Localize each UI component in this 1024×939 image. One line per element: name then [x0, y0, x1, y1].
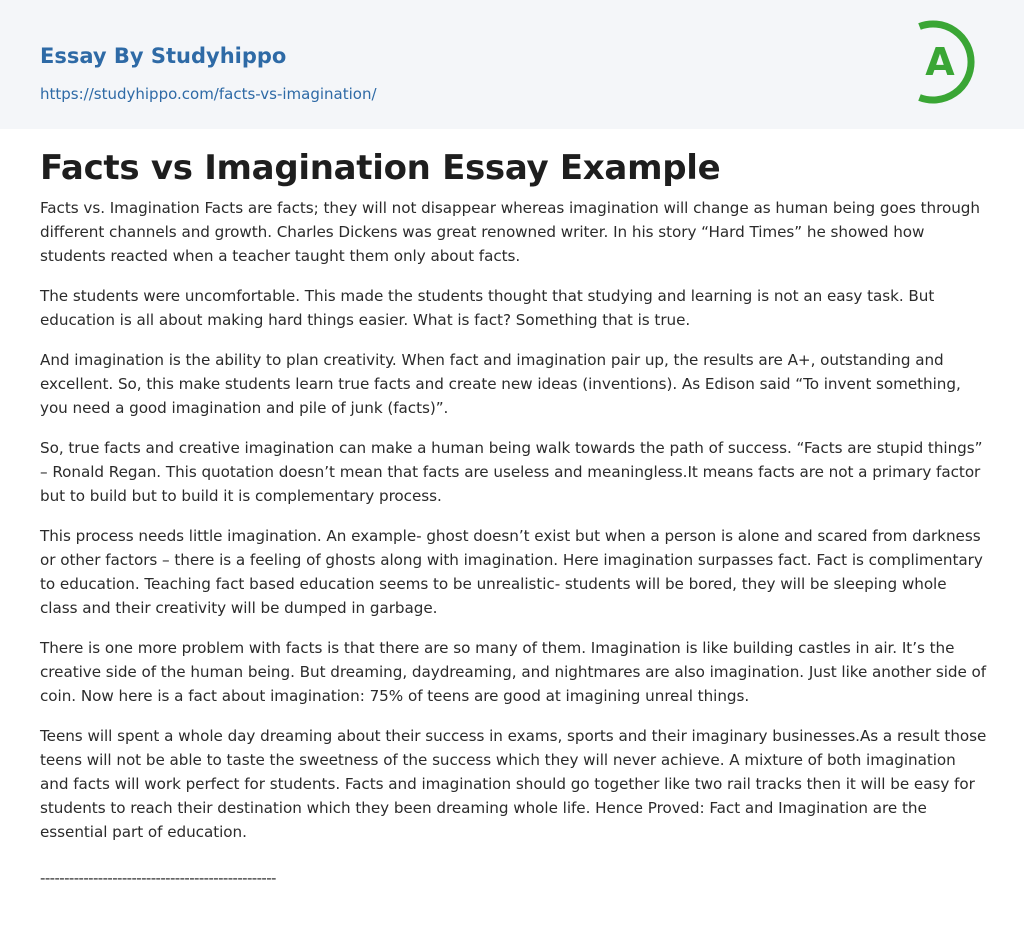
- paragraph: The students were uncomfortable. This made the students thought that studying and learning is not an easy task. But education is all about making hard things easier. What is fact? Something that is true.: [40, 287, 935, 329]
- page-title: Facts vs Imagination Essay Example: [40, 148, 721, 188]
- dashed-divider: -------------------------------------------------: [40, 869, 276, 887]
- paragraph: So, true facts and creative imagination can make a human being walk towards the path of success. “Facts are stupid things” – Ronald Regan. This quotation doesn’t mean that facts are useless and meaningless.It means facts are not a primary factor but to build but to build it is complementary process.: [40, 439, 983, 505]
- paragraph: This process needs little imagination. An example- ghost doesn’t exist but when a person is alone and scared from darkness or other factors – there is a feeling of ghosts along with imagination. Here imagination surpasses fact. Fact is complimentary to education. Teaching fact based education seems to be unrealistic- students will be bored, they will be sleeping whole class and their creativity will be dumped in garbage.: [40, 527, 983, 617]
- site-brand[interactable]: Essay By Studyhippo: [40, 44, 287, 68]
- paragraph: And imagination is the ability to plan creativity. When fact and imagination pair up, the results are A+, outstanding and excellent. So, this make students learn true facts and create new ideas (inventions). As Edison said “To invent something, you need a good imagination and pile of junk (facts)”.: [40, 351, 961, 417]
- paragraph: Teens will spent a whole day dreaming about their success in exams, sports and their imaginary businesses.As a result those teens will not be able to taste the sweetness of the success which they will never achieve. A mixture of both imagination and facts will work perfect for students. Facts and imagination should go together like two rail tracks then it will be easy for students to reach their destination which they been dreaming whole life. Hence Proved: Fact and Imagination are the essential part of education.: [40, 727, 987, 841]
- essay-url-link[interactable]: https://studyhippo.com/facts-vs-imagination/: [40, 85, 377, 103]
- paragraph: There is one more problem with facts is that there are so many of them. Imagination is like building castles in air. It’s the creative side of the human being. But dreaming, daydreaming, and nightmares are also imagination. Just like another side of coin. Now here is a fact about imagination: 75% of teens are good at imagining unreal things.: [40, 639, 987, 705]
- logo-a-icon: [910, 18, 988, 106]
- paragraph: Facts vs. Imagination Facts are facts; they will not disappear whereas imagination will change as human being goes through different channels and growth. Charles Dickens was great renowned writer. In his story “Hard Times” he showed how students reacted when a teacher taught them only about facts.: [40, 199, 980, 265]
- logo[interactable]: [910, 18, 988, 106]
- article: [40, 146, 988, 888]
- site-header: [0, 0, 1024, 129]
- logo-letter: A: [925, 40, 955, 84]
